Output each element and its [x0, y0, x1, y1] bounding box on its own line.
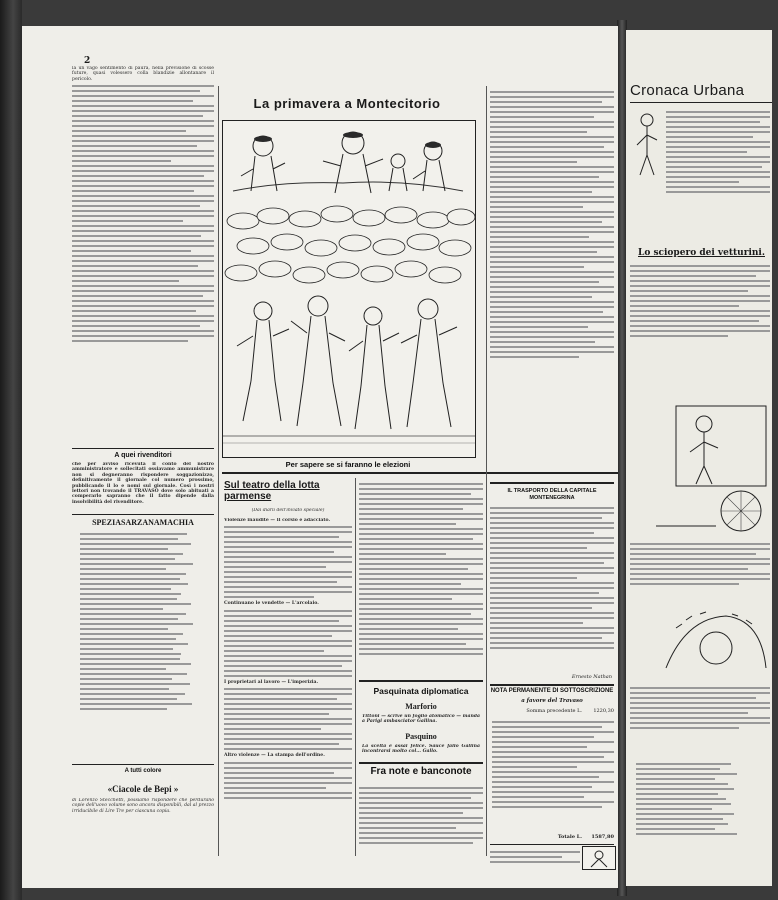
- right-page: [626, 30, 772, 886]
- trasporto-body: [490, 504, 614, 678]
- pasquinata-rule-top: [359, 680, 483, 682]
- teatro-sub3: I proprietari al lavoro — L'imperizia.: [224, 679, 319, 685]
- marforio-text: Tittoni — scrive un foglio atomatico — manda a Parigi ambasciator Gallina.: [362, 714, 480, 725]
- left-page: [22, 26, 618, 888]
- cartoon-title: La primavera a Montecitorio: [253, 96, 441, 111]
- small-figure-drawing: [632, 110, 662, 180]
- col-divider-3: [486, 86, 487, 856]
- footnote-rule: [490, 844, 614, 845]
- fra-note-body: [359, 784, 483, 856]
- teatro-title: Sul teatro della lotta parmense: [224, 480, 320, 502]
- spezia-poem: [80, 530, 206, 758]
- small-vignette: [582, 846, 616, 870]
- vignette-drawing: [583, 847, 615, 869]
- teatro-subtitle: (Dai diarii dell'inviato speciale): [251, 508, 325, 513]
- teatro-sub4: Altro violenze — La stampa dell'ordine.: [224, 753, 325, 759]
- col1-rule-2: [72, 514, 214, 515]
- totale-value: 1587,80: [591, 834, 614, 840]
- col3-body: [359, 480, 483, 676]
- fra-note-title: Fra note e banconote: [370, 766, 472, 777]
- spezia-title: SPEZIASARZANAMACHIA: [92, 518, 194, 527]
- nota-entries: [492, 718, 614, 824]
- cartoon-caption: Per sapere se si faranno le elezioni: [285, 460, 411, 469]
- totale-label: Totale L.: [557, 834, 582, 840]
- nathan-signature: Ernesto Nathan: [571, 674, 612, 680]
- cartoon-bottom-rule: [222, 472, 618, 474]
- nota-subtitle: a favore del Travaso: [521, 698, 583, 704]
- page-number: 2: [84, 56, 91, 66]
- marforio-label: Marforio: [405, 702, 437, 711]
- book-binding: [0, 0, 22, 900]
- rivenditori-body: che per avvisò ricevuta il conto del nostro amministratore e sollecitati ossiavamo ammunistrare non si degneranno rispondere soggazionizzo, definitivamente il giornale col numero prossimo, pubblicando il lo e nomi sul giornale. Così i nostri lettori non trovando il TRAVASO dove solo abituati a comperarlo sapranno che il fatto dipende dalla insolvibilità del rivenditore.: [72, 462, 214, 505]
- right-lower-body: [630, 684, 770, 756]
- sciopero-title: Lo sciopero dei vetturini.: [638, 248, 765, 258]
- teatro-sub2: Continuano le vendette — L'arcolaio.: [224, 601, 319, 607]
- montecitorio-cartoon: [222, 120, 476, 458]
- laurel-portrait-drawing: [656, 608, 770, 678]
- somma-label: Somma precedente L.: [526, 708, 582, 714]
- laurel-portrait: [656, 608, 770, 678]
- col-divider-1: [218, 86, 219, 856]
- pasquino-label: Pasquino: [405, 732, 437, 741]
- rivenditori-title: A quei rivenditori: [114, 452, 172, 459]
- teatro-body: [224, 518, 352, 858]
- fra-rule: [359, 762, 483, 764]
- right-verse: [636, 760, 772, 880]
- teatro-sub1: Violenze inaudite — Il corsio è adacciato.: [224, 518, 331, 523]
- nota-rule: [490, 684, 614, 686]
- carriage-illustration: [656, 386, 770, 536]
- footnote: [490, 848, 580, 868]
- bepi-title: «Ciacole de Bepi »: [107, 784, 179, 794]
- pasquinata-title: Pasquinata diplomatica: [373, 686, 469, 696]
- small-figure: [632, 110, 662, 180]
- col4-body: [490, 88, 614, 468]
- right-mid-body: [630, 540, 770, 614]
- trasporto-title: IL TRASPORTO DELLA CAPITALE MONTENEGRINA: [507, 488, 597, 501]
- carriage-drawing: [656, 386, 770, 536]
- masthead-rule: [630, 102, 772, 103]
- trasporto-rule: [490, 482, 614, 484]
- right-intro: [666, 108, 770, 244]
- tutti-colore-title: A tutti colore: [124, 768, 162, 774]
- col1-rule-3: [72, 764, 214, 765]
- pasquino-text: La scelta è assai felice. Sauce fallo Gallina incontrarsi molto col... Gallo.: [362, 744, 480, 755]
- sciopero-body: [630, 262, 770, 382]
- bepi-body: di Lorenzo Stecchetti, possiamo rispondere che perdurano copie dell'uovo volume sono ancora disponibili, dal al prezzo irriducibile di Lire Tre per ciascuna copia.: [72, 798, 214, 814]
- nota-title: NOTA PERMANENTE DI SOTTOSCRIZIONE: [490, 688, 614, 694]
- cronaca-masthead: Cronaca Urbana: [630, 82, 745, 99]
- col1-lead: la un vago sentimento di paura, nella previsione di scosse future, quasi volessero colla blandizie allontanare il pericolo.: [72, 66, 214, 82]
- cartoon-drawing: [223, 121, 475, 457]
- col-divider-2: [355, 478, 356, 856]
- col1-rule: [72, 448, 214, 449]
- somma-value: 1220,30: [593, 708, 614, 714]
- col1-body: [72, 66, 214, 444]
